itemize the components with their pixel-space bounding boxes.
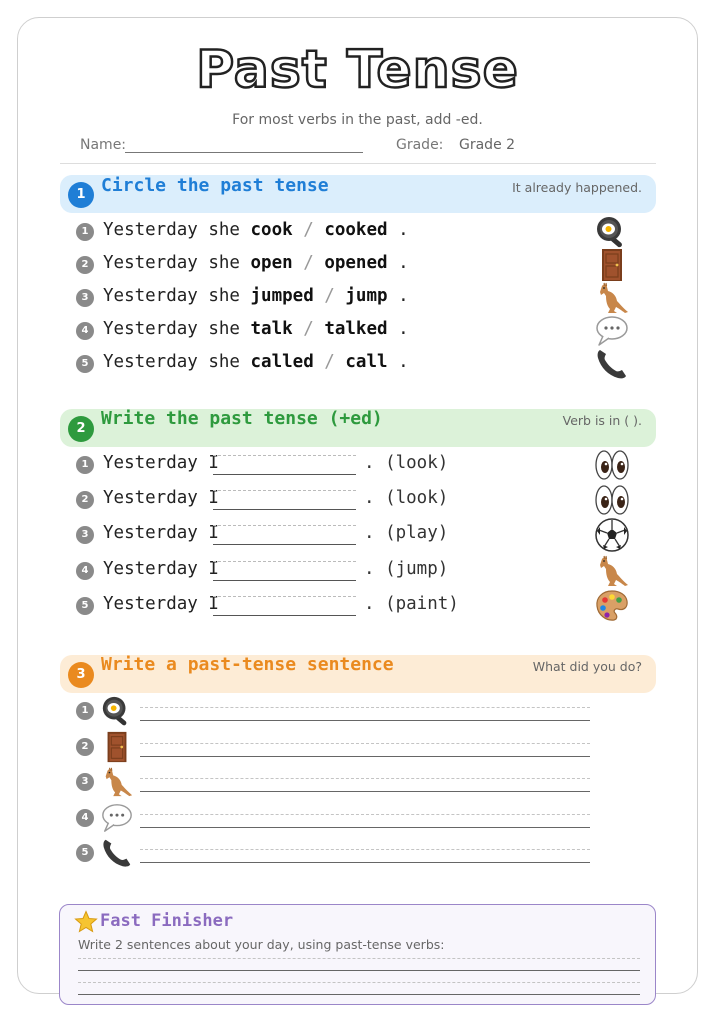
- choice-option-1[interactable]: open: [250, 253, 293, 273]
- item-number: 1: [76, 702, 94, 720]
- soccer-ball-icon: [594, 517, 630, 553]
- choice-separator: /: [303, 253, 314, 273]
- telephone-icon-graphic: [100, 836, 134, 870]
- writing-line[interactable]: [140, 827, 590, 828]
- sentence-end: .: [398, 286, 409, 306]
- fast-finisher-title: Fast Finisher: [100, 911, 234, 931]
- finisher-guide-line: [78, 982, 640, 983]
- choice-option-2[interactable]: jump: [345, 286, 388, 306]
- verb-hint: . (paint): [364, 593, 459, 614]
- answer-blank[interactable]: [213, 455, 356, 475]
- sentence-end: .: [398, 220, 409, 240]
- sentence-end: .: [398, 352, 409, 372]
- section-1-title: Circle the past tense: [101, 175, 329, 196]
- speech-bubble-icon-graphic: [100, 801, 134, 835]
- item-number: 2: [76, 256, 94, 274]
- header-divider: [60, 163, 656, 164]
- answer-blank[interactable]: [213, 525, 356, 545]
- finisher-writing-line[interactable]: [78, 994, 640, 995]
- kangaroo-icon-graphic: [594, 280, 630, 316]
- eyes-icon-graphic: [594, 447, 630, 483]
- section-2-title: Write the past tense (+ed): [101, 408, 383, 429]
- circle-sentence: [103, 220, 409, 240]
- kangaroo-icon: [100, 765, 134, 799]
- writing-line[interactable]: [140, 791, 590, 792]
- verb-hint: . (look): [364, 453, 449, 473]
- kangaroo-icon: [594, 280, 630, 316]
- choice-option-2[interactable]: opened: [324, 253, 388, 273]
- sentence-end: .: [398, 319, 409, 339]
- circle-sentence: [103, 286, 409, 306]
- eyes-icon: [594, 447, 630, 483]
- door-icon: [100, 730, 134, 764]
- item-number: 4: [76, 562, 94, 580]
- sentence-prefix: Yesterday she: [103, 220, 240, 240]
- item-number: 3: [76, 526, 94, 544]
- choice-option-2[interactable]: cooked: [324, 220, 388, 240]
- frying-pan-icon-graphic: [100, 694, 134, 728]
- choice-separator: /: [303, 220, 314, 240]
- choice-option-2[interactable]: call: [345, 352, 388, 372]
- finisher-writing-line[interactable]: [78, 970, 640, 971]
- frying-pan-icon: [594, 214, 630, 250]
- writing-line[interactable]: [140, 720, 590, 721]
- choice-separator: /: [324, 352, 335, 372]
- answer-blank[interactable]: [213, 596, 356, 616]
- choice-option-1[interactable]: talk: [250, 319, 293, 339]
- item-number: 5: [76, 355, 94, 373]
- item-number: 2: [76, 738, 94, 756]
- door-icon: [594, 247, 630, 283]
- writing-line[interactable]: [140, 756, 590, 757]
- guide-line: [140, 743, 590, 744]
- choice-option-1[interactable]: cook: [250, 220, 293, 240]
- choice-separator: /: [324, 286, 335, 306]
- item-number: 5: [76, 597, 94, 615]
- sentence-prefix: Yesterday I: [103, 523, 219, 544]
- verb-hint: . (look): [364, 488, 449, 509]
- speech-bubble-icon: [594, 313, 630, 349]
- sentence-prefix: Yesterday I: [103, 453, 219, 473]
- sentence-prefix: Yesterday I: [103, 558, 219, 579]
- guide-line: [140, 814, 590, 815]
- speech-bubble-icon-graphic: [594, 313, 630, 349]
- sentence-prefix: Yesterday she: [103, 286, 240, 306]
- fast-finisher-instructions: Write 2 sentences about your day, using past-tense verbs:: [78, 937, 445, 952]
- choice-separator: /: [303, 319, 314, 339]
- speech-bubble-icon: [100, 801, 134, 835]
- sentence-prefix: Yesterday I: [103, 593, 219, 614]
- item-number: 3: [76, 773, 94, 791]
- section-3-title: Write a past-tense sentence: [101, 654, 394, 675]
- grade-value: Grade 2: [459, 137, 516, 153]
- item-number: 5: [76, 844, 94, 862]
- item-number: 3: [76, 289, 94, 307]
- item-number: 1: [76, 456, 94, 474]
- telephone-icon-graphic: [594, 346, 630, 382]
- answer-blank[interactable]: [213, 561, 356, 581]
- item-number: 4: [76, 809, 94, 827]
- circle-sentence: [103, 352, 409, 372]
- choice-option-2[interactable]: talked: [324, 319, 388, 339]
- guide-line: [140, 707, 590, 708]
- frying-pan-icon: [100, 694, 134, 728]
- verb-hint: . (play): [364, 523, 449, 544]
- section-3-number: 3: [68, 662, 94, 688]
- circle-sentence: [103, 319, 409, 339]
- page-subtitle: For most verbs in the past, add -ed.: [232, 112, 483, 128]
- soccer-ball-icon-graphic: [594, 517, 630, 553]
- sentence-prefix: Yesterday she: [103, 253, 240, 273]
- choice-option-1[interactable]: jumped: [250, 286, 314, 306]
- eyes-icon-graphic: [594, 482, 630, 518]
- section-1-hint: It already happened.: [512, 180, 642, 195]
- section-3-hint: What did you do?: [532, 659, 642, 674]
- eyes-icon: [594, 482, 630, 518]
- writing-line[interactable]: [140, 862, 590, 863]
- door-icon-graphic: [594, 247, 630, 283]
- guide-line: [140, 778, 590, 779]
- kangaroo-icon-graphic: [594, 553, 630, 589]
- name-label: Name:: [80, 137, 127, 153]
- kangaroo-icon: [594, 553, 630, 589]
- telephone-icon: [100, 836, 134, 870]
- star-icon: [74, 910, 98, 934]
- choice-option-1[interactable]: called: [250, 352, 314, 372]
- item-number: 4: [76, 322, 94, 340]
- answer-blank[interactable]: [213, 490, 356, 510]
- page-title: Past Tense: [196, 40, 519, 100]
- frying-pan-icon-graphic: [594, 214, 630, 250]
- telephone-icon: [594, 346, 630, 382]
- item-number: 1: [76, 223, 94, 241]
- grade-label: Grade:: [396, 137, 444, 153]
- verb-hint: . (jump): [364, 558, 449, 579]
- sentence-prefix: Yesterday I: [103, 488, 219, 509]
- circle-sentence: [103, 253, 409, 273]
- name-field[interactable]: [125, 152, 363, 153]
- palette-icon: [594, 588, 630, 624]
- sentence-end: .: [398, 253, 409, 273]
- section-2-number: 2: [68, 416, 94, 442]
- guide-line: [140, 849, 590, 850]
- sentence-prefix: Yesterday she: [103, 352, 240, 372]
- door-icon-graphic: [100, 730, 134, 764]
- kangaroo-icon-graphic: [100, 765, 134, 799]
- sentence-prefix: Yesterday she: [103, 319, 240, 339]
- section-2-hint: Verb is in ( ).: [562, 413, 642, 428]
- item-number: 2: [76, 491, 94, 509]
- section-1-number: 1: [68, 182, 94, 208]
- finisher-guide-line: [78, 958, 640, 959]
- palette-icon-graphic: [594, 588, 630, 624]
